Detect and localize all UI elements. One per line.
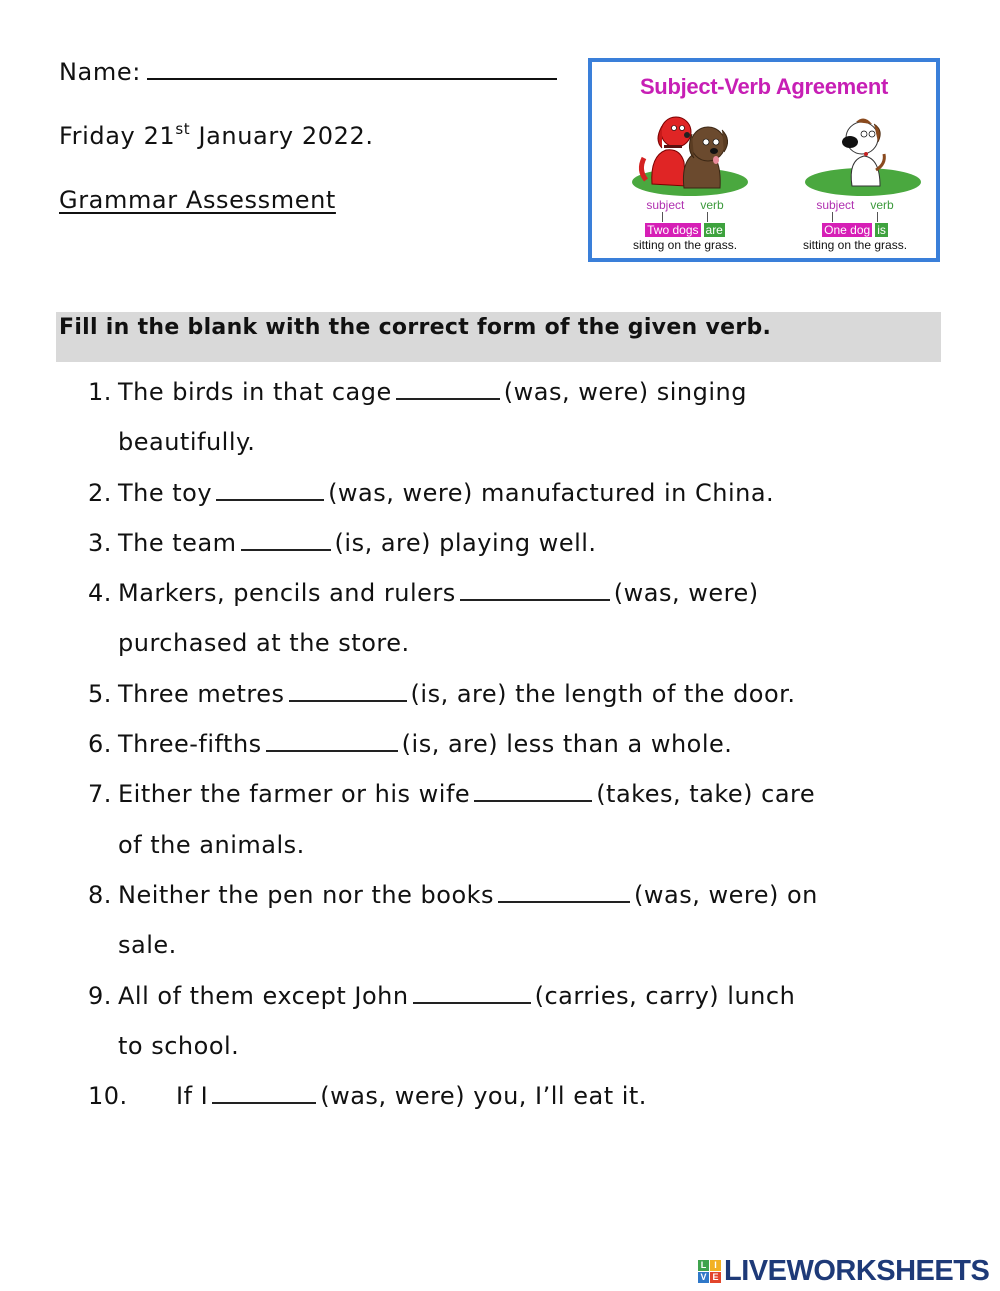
verb-label: verb — [700, 198, 724, 212]
question-8-continuation: sale. — [118, 931, 177, 960]
date-prefix: Friday 21 — [59, 122, 176, 150]
question-number: 9. — [88, 981, 112, 1010]
answer-blank[interactable] — [396, 376, 500, 400]
answer-blank[interactable] — [460, 577, 610, 601]
verb-highlight: are — [705, 223, 723, 237]
answer-blank[interactable] — [212, 1080, 316, 1104]
verb-highlight: is — [877, 223, 886, 237]
answer-blank[interactable] — [241, 527, 331, 551]
date-line — [59, 122, 374, 150]
question-number: 10. — [88, 1082, 128, 1111]
name-field-row — [59, 58, 557, 86]
instruction-banner — [56, 312, 941, 362]
verb-options: (carries, carry) lunch — [534, 981, 796, 1010]
subject-verb-illustration — [588, 58, 940, 262]
worksheet-title: Grammar Assessment — [59, 186, 336, 214]
verb-options: (is, are) playing well. — [334, 528, 597, 557]
answer-blank[interactable] — [289, 678, 407, 702]
question-text: The birds in that cage — [118, 378, 392, 406]
question-8 — [88, 875, 948, 925]
question-7-continuation: of the animals. — [118, 830, 305, 859]
question-text: Markers, pencils and rulers — [118, 579, 456, 608]
liveworksheets-logo — [698, 1255, 989, 1288]
question-4 — [88, 573, 948, 623]
answer-blank[interactable] — [216, 477, 324, 501]
subject-label: subject — [646, 198, 685, 212]
verb-options: (was, were) singing — [503, 378, 747, 406]
question-1-continuation: beautifully. — [118, 428, 256, 457]
question-text: Three metres — [118, 679, 285, 708]
sentence-tail: sitting on the grass. — [802, 238, 908, 252]
verb-options: (is, are) less than a whole. — [401, 730, 733, 759]
verb-options: (was, were) you, I’ll eat it. — [320, 1082, 647, 1111]
two-dogs-image-icon — [622, 110, 772, 200]
question-number: 7. — [88, 780, 112, 809]
answer-blank[interactable] — [474, 778, 592, 802]
verb-options: (takes, take) care — [596, 780, 816, 809]
verb-options: (was, were) manufactured in China. — [328, 478, 775, 507]
answer-blank[interactable] — [498, 879, 630, 903]
verb-label: verb — [870, 198, 894, 212]
example-singular — [780, 198, 930, 252]
question-text: The team — [118, 528, 237, 557]
question-number: 8. — [88, 880, 112, 909]
question-number: 1. — [88, 378, 112, 406]
question-2 — [88, 473, 948, 523]
instruction-text: Fill in the blank with the correct form of the given verb. — [59, 315, 772, 340]
verb-options: (is, are) the length of the door. — [410, 679, 796, 708]
question-text: Neither the pen nor the books — [118, 880, 495, 909]
name-blank-line[interactable] — [147, 58, 557, 80]
answer-blank[interactable] — [413, 980, 531, 1004]
question-list — [88, 372, 948, 1126]
question-1 — [88, 372, 948, 422]
verb-options: (was, were) on — [634, 880, 818, 909]
question-9-continuation: to school. — [118, 1031, 240, 1060]
question-text: Three-fifths — [118, 730, 262, 759]
question-number: 2. — [88, 478, 112, 507]
question-text: If I — [176, 1082, 209, 1111]
question-7 — [88, 774, 948, 824]
name-label: Name: — [59, 58, 141, 86]
subject-label: subject — [816, 198, 855, 212]
question-number: 3. — [88, 528, 112, 557]
question-text: All of them except John — [118, 981, 409, 1010]
verb-options: (was, were) — [613, 579, 759, 608]
question-number: 4. — [88, 579, 112, 608]
one-dog-image-icon — [788, 110, 938, 200]
question-text: Either the farmer or his wife — [118, 780, 471, 809]
sentence-tail: sitting on the grass. — [632, 238, 738, 252]
illustration-title: Subject-Verb Agreement — [639, 74, 889, 99]
subject-highlight: Two dogs — [647, 223, 699, 237]
question-9 — [88, 976, 948, 1026]
date-rest: January 2022. — [190, 122, 374, 150]
question-5 — [88, 674, 948, 724]
question-6 — [88, 724, 948, 774]
question-number: 6. — [88, 730, 112, 759]
question-10 — [88, 1076, 948, 1126]
subject-highlight: One dog — [824, 223, 871, 237]
question-3 — [88, 523, 948, 573]
question-text: The toy — [118, 478, 213, 507]
date-ordinal-suffix: st — [175, 120, 191, 138]
question-4-continuation: purchased at the store. — [118, 629, 410, 658]
label-connectors — [780, 212, 930, 222]
question-number: 5. — [88, 679, 112, 708]
answer-blank[interactable] — [266, 728, 398, 752]
example-plural — [610, 198, 760, 252]
brand-wordmark: LIVEWORKSHEETS — [724, 1255, 990, 1287]
live-logo-icon: L I V E — [698, 1260, 721, 1283]
label-connectors — [610, 212, 760, 222]
